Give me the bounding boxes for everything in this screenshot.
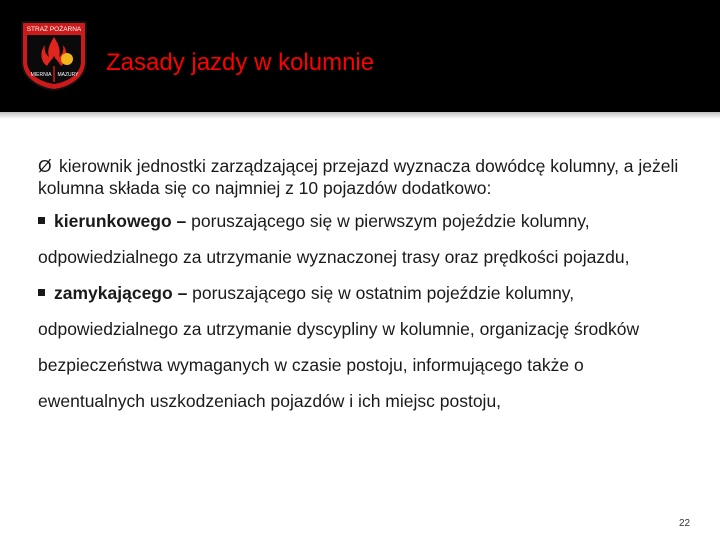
slide-content [38,155,688,419]
square-bullet-icon [38,289,45,296]
header-divider [0,112,720,119]
logo-top-text: STRAŻ POŻARNA [26,26,82,33]
intro-text: kierownik jednostki zarządzającej przejazd wyznacza dowódcę kolumny, a jeżeli kolumna składa się co najmniej z 10 pojazdów dodatkowo: [38,156,679,198]
arrow-bullet-icon: Ø [38,156,52,176]
role-description: poruszającego się w ostatnim pojeździe kolumny, odpowiedzialnego za utrzymanie dyscypliny w kolumnie, organizację środków bezpieczeństwa wymaganych w czasie postoju, informującego także o ewentualnych uszkodzeniach pojazdów i ich miejsc postoju, [38,283,640,411]
intro-paragraph [38,155,688,199]
header-bar [0,0,720,112]
role-dash: – [177,283,188,303]
slide-title: Zasady jazdy w kolumnie [106,49,375,76]
role-description: poruszającego się w pierwszym pojeździe kolumny, odpowiedzialnego za utrzymanie wyznaczonej trasy oraz prędkości pojazdu, [38,211,630,267]
logo-right-text: MAZURY [57,72,79,78]
role-dash: – [176,211,187,231]
role-term: zamykającego [54,283,173,303]
fire-brigade-logo [18,18,90,92]
logo-left-text: MIERNIA [30,72,52,78]
role-item-zamykajacy [38,275,688,419]
square-bullet-icon [38,217,45,224]
role-term: kierunkowego [54,211,172,231]
role-item-kierunkowy [38,203,688,275]
page-number: 22 [679,518,691,529]
